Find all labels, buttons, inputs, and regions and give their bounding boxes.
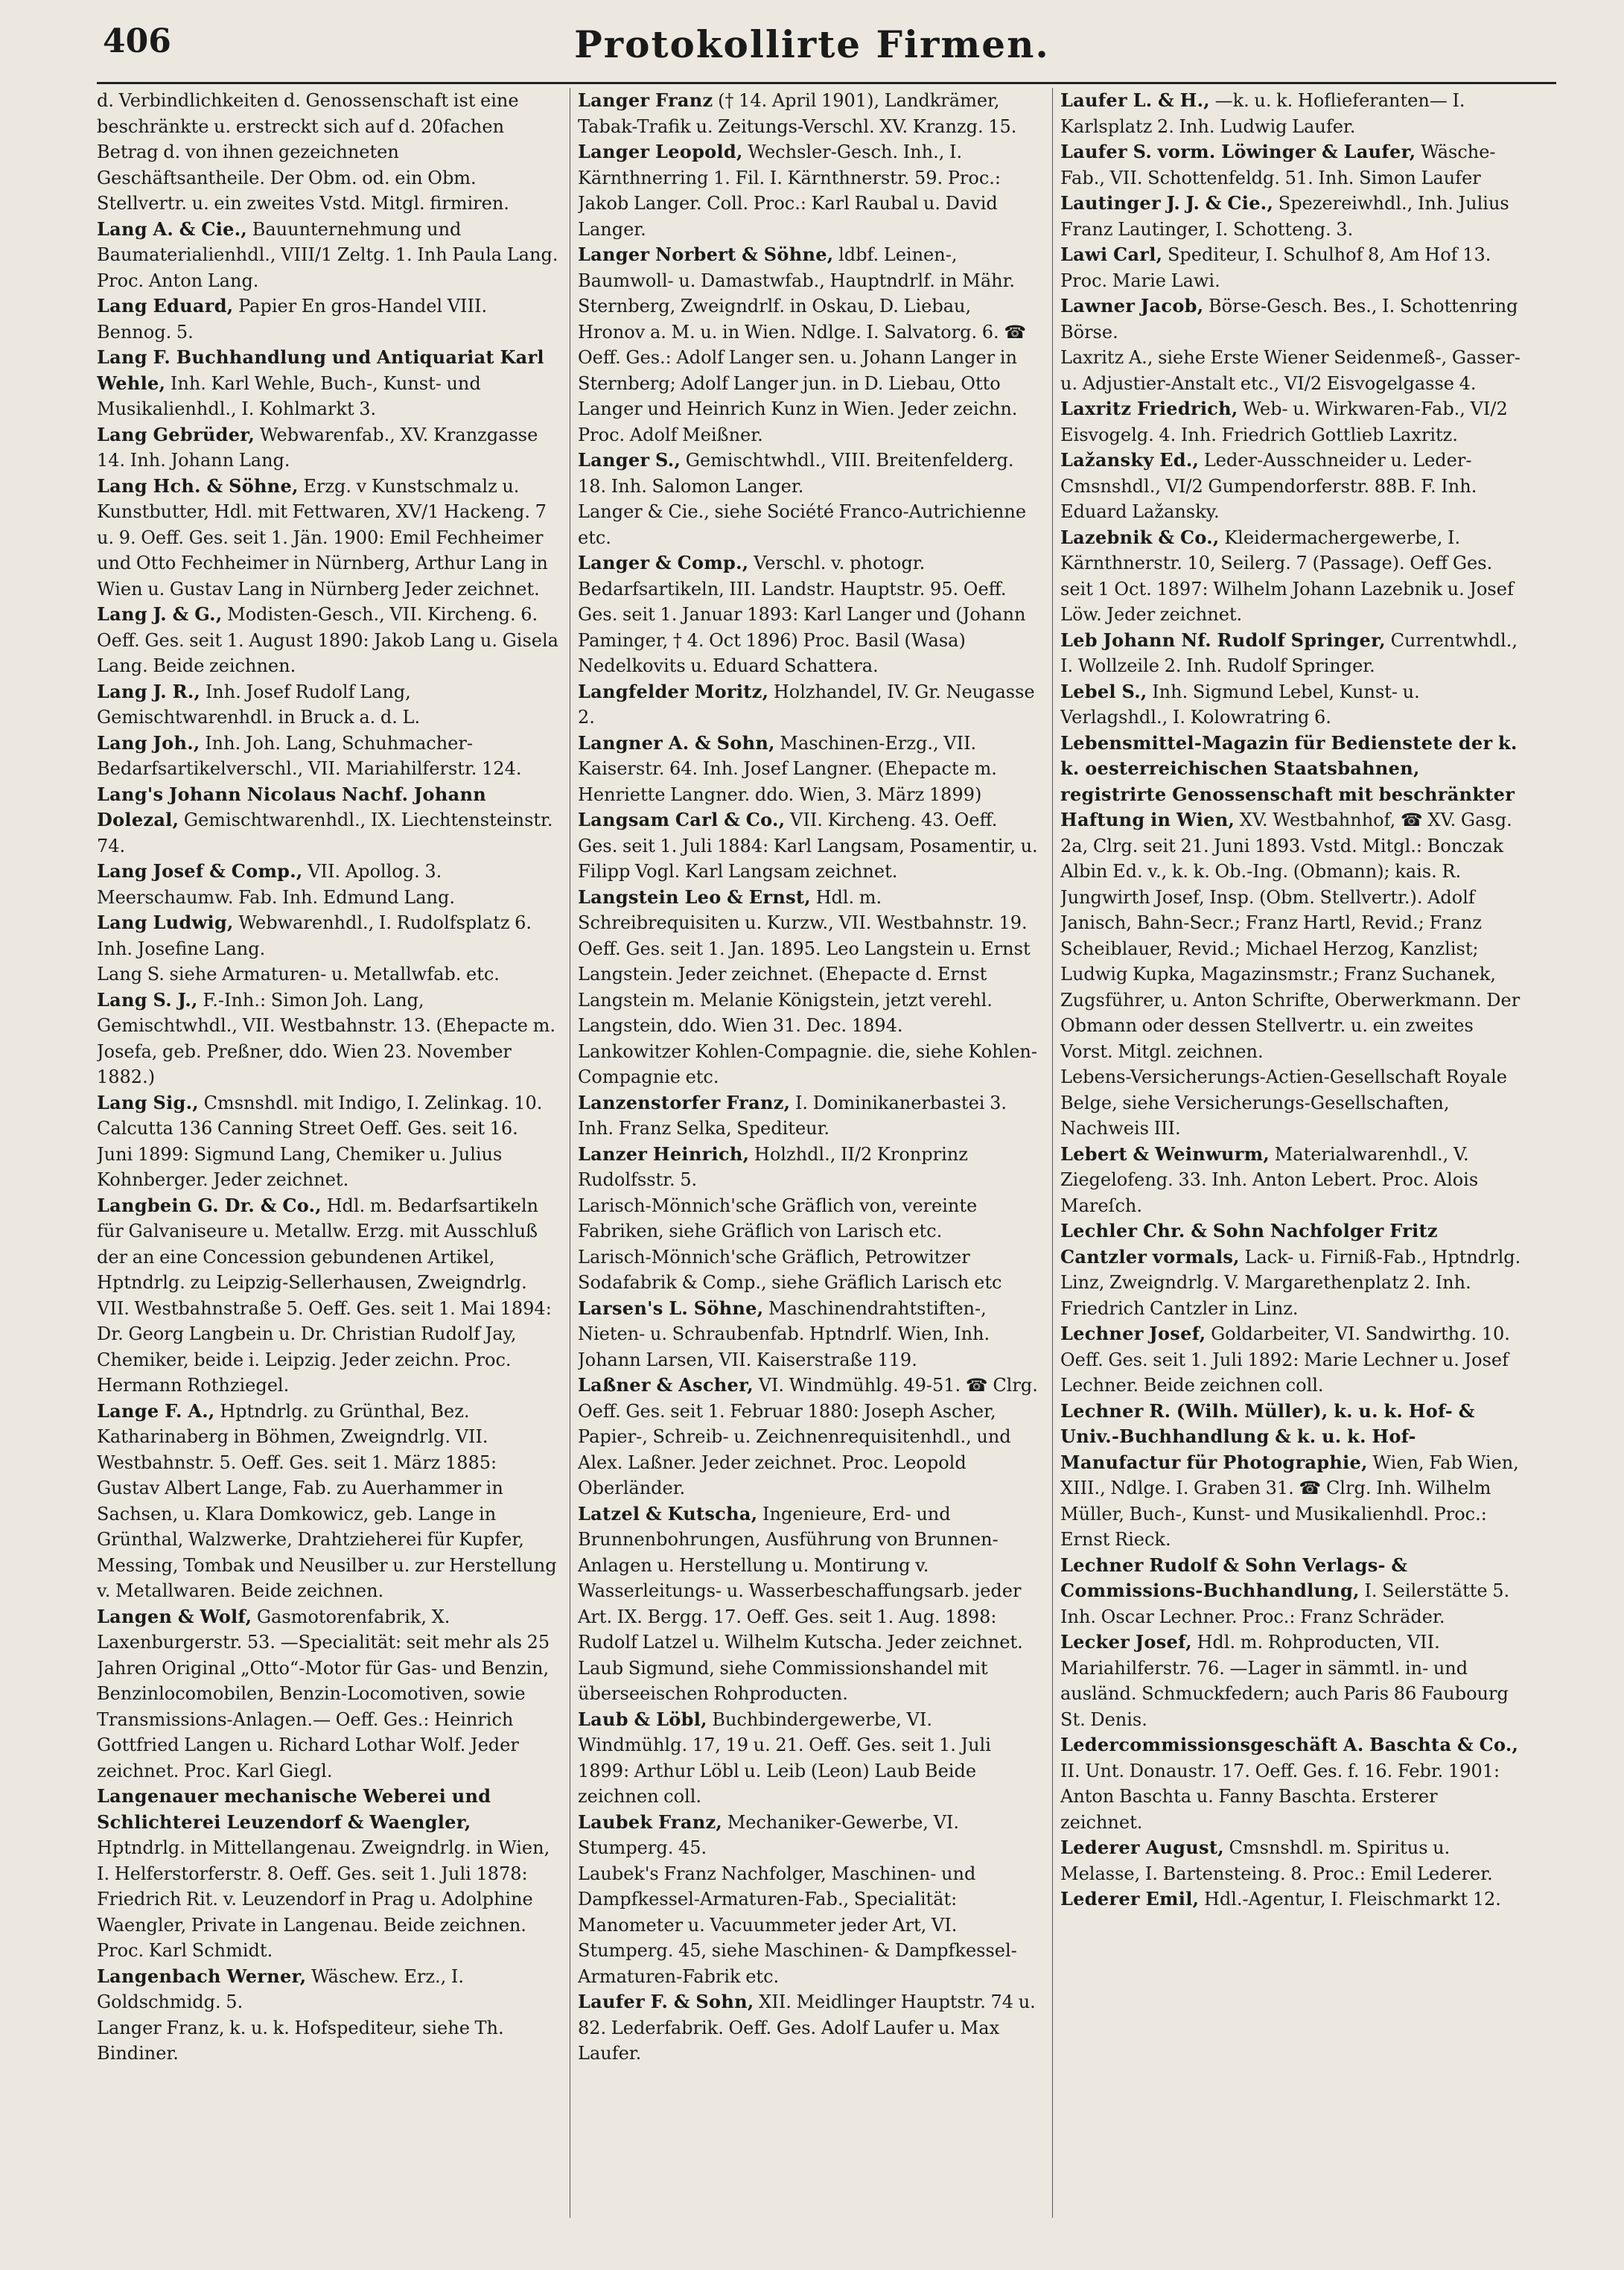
firm-entry (578, 1193, 1039, 1244)
firm-entry (97, 1604, 558, 1784)
firm-entry (578, 1501, 1039, 1656)
firm-details: XV. Westbahnhof, ☎ XV. Gasg. 2a, Clrg. seit 21. Juni 1893. Vstd. Mitgl.: Bonczak Albin Ed. v., k. k. Ob.-Ing. (Obmann); kais. R. Jungwirth Josef, Insp. (Obm. Stellvertr.). Adolf Janisch, Bahn-Secr.; Franz Hartl, Revid.; Franz Scheiblauer, Revid.; Michael Herzog, Kanzlist; Ludwig Kupka, Magazinsmstr.; Franz Suchanek, Zugsführer, u. Anton Schrifte, Oberwerkmann. Der Obmann oder dessen Stellvertr. u. ein zweites Vorst. Mitgl. zeichnen. (1060, 810, 1520, 1062)
firm-entry (578, 242, 1039, 448)
firm-name: Lechler Chr. & Sohn Nachfolger Fritz Cantzler vormals, (1060, 1220, 1438, 1268)
firm-details: Spediteur, I. Schulhof 8, Am Hof 13. Proc. Marie Lawi. (1060, 244, 1491, 291)
firm-name: Ledercommissionsgeschäft A. Baschta & Co., (1060, 1734, 1519, 1755)
firm-name: Lechner Josef, (1060, 1323, 1206, 1344)
firm-details: Wechsler-Gesch. Inh., I. Kärnthnerring 1. Fil. I. Kärnthnerstr. 59. Proc.: Jakob Langer. Coll. Proc.: Karl Raubal u. David Langer. (578, 142, 1002, 240)
firm-entry (578, 1142, 1039, 1193)
firm-entry (578, 1989, 1039, 2067)
firm-details: Spezereiwhdl., Inh. Julius Franz Lautinger, I. Schotteng. 3. (1060, 193, 1509, 240)
firm-entry (578, 1656, 1039, 1707)
firm-details: Gasmotorenfabrik, X. Laxenburgerstr. 53. —Specialität: seit mehr als 25 Jahren Original „Otto“-Motor für Gas- und Benzin, Benzinlocomobilen, Benzin-Locomotiven, sowie Transmissions-Anlagen.— Oeff. Ges.: Heinrich Gottfried Langen u. Richard Lothar Wolf. Jeder zeichnet. Proc. Karl Giegl. (97, 1606, 550, 1781)
firm-details: F.-Inh.: Simon Joh. Lang, Gemischtwhdl., VII. Westbahnstr. 13. (Ehepacte m. Josefa, geb. Preßner, ddo. Wien 23. November 1882.) (97, 989, 555, 1087)
firm-entry (1060, 1630, 1522, 1732)
firm-name: Langer Norbert & Söhne, (578, 244, 834, 265)
firm-details: Inh. Josef Rudolf Lang, Gemischtwarenhdl. in Bruck a. d. L. (97, 681, 421, 728)
column-1 (97, 88, 558, 2240)
firm-entry (97, 782, 558, 859)
firm-entry (1060, 396, 1522, 448)
firm-entry (97, 679, 558, 731)
firm-entry (578, 807, 1039, 885)
firm-details: Inh. Sigmund Lebel, Kunst- u. Verlagshdl., I. Kolowratring 6. (1060, 681, 1420, 728)
firm-name: Langbein G. Dr. & Co., (97, 1194, 322, 1216)
firm-name: Laßner & Ascher, (578, 1374, 754, 1396)
firm-entry (1060, 1399, 1522, 1553)
page-number: 406 (103, 22, 171, 60)
firm-details: Webwarenhdl., I. Rudolfsplatz 6. Inh. Josefine Lang. (97, 912, 532, 959)
firm-name: Lang Eduard, (97, 295, 234, 317)
firm-details: Lang S. siehe Armaturen- u. Metallwfab. etc. (97, 964, 500, 985)
firm-entry (97, 1964, 558, 2015)
firm-name: Langner A. & Sohn, (578, 731, 775, 754)
firm-entry (578, 499, 1039, 550)
firm-entry (1060, 628, 1522, 679)
firm-details: ldbf. Leinen-, Baumwoll- u. Damastwfab., Hauptndrlf. in Mähr. Sternberg, Zweigndrlf. in Oskau, D. Liebau, Hronov a. M. u. in Wien. Ndlge. I. Salvatorg. 6. ☎ Oeff. Ges.: Adolf Langer sen. u. Johann Langer in Sternberg; Adolf Langer jun. in D. Liebau, Otto Langer und Heinrich Kunz in Wien. Jeder zeichn. Proc. Adolf Meißner. (578, 244, 1027, 445)
firm-entry (1060, 448, 1522, 525)
firm-entry (1060, 1064, 1522, 1142)
firm-details: Maschinendrahtstiften-, Nieten- u. Schraubenfab. Hptndrlf. Wien, Inh. Johann Larsen, VII. Kaiserstraße 119. (578, 1297, 990, 1370)
firm-details: Hdl.-Agentur, I. Fleischmarkt 12. (1203, 1889, 1501, 1910)
firm-details: Buchbindergewerbe, VI. Windmühlg. 17, 19 u. 21. Oeff. Ges. seit 1. Juli 1899: Arthur Löbl u. Leib (Leon) Laub Beide zeichnen coll. (578, 1708, 991, 1807)
firm-details: Larisch-Mönnich'sche Gräflich, Petrowitzer Sodafabrik & Comp., siehe Gräflich Larisch etc (578, 1246, 1002, 1293)
firm-entry (97, 961, 558, 988)
firm-entry (97, 1784, 558, 1964)
firm-entry (1060, 345, 1522, 396)
firm-name: Lanzenstorfer Franz, (578, 1091, 791, 1113)
firm-entry (97, 910, 558, 961)
firm-entry (578, 1861, 1039, 1990)
firm-name: Laufer F. & Sohn, (578, 1991, 754, 2012)
firm-entry (1060, 1886, 1522, 1913)
firm-details: Ingenieure, Erd- und Brunnenbohrungen, Ausführung von Brunnen-Anlagen u. Herstellung u. Montirung v. Wasserleitungs- u. Wasserbeschaffungsarb. jeder Art. IX. Bergg. 17. Oeff. Ges. seit 1. Aug. 1898: Rudolf Latzel u. Wilhelm Kutscha. Jeder zeichnet. (578, 1503, 1023, 1653)
firm-name: Lang Sig., (97, 1091, 199, 1113)
firm-entry (97, 731, 558, 782)
firm-details: Wien, Fab Wien, XIII., Ndlge. I. Graben 31. ☎ Clrg. Inh. Wilhelm Müller, Buch-, Kunst- und Musikalienhdl. Proc.: Ernst Rieck. (1060, 1452, 1519, 1550)
firm-name: Lebel S., (1060, 680, 1147, 702)
firm-name: Lang J. R., (97, 680, 201, 702)
firm-name: Langstein Leo & Ernst, (578, 886, 811, 908)
header-rule (97, 82, 1556, 84)
firm-details: Web- u. Wirkwaren-Fab., VI/2 Eisvogelg. 4. Inh. Friedrich Gottlieb Laxritz. (1060, 398, 1508, 445)
firm-entry (578, 1039, 1039, 1090)
firm-details: VII. Apollog. 3. Meerschaumw. Fab. Inh. Edmund Lang. (97, 861, 455, 908)
firm-entry (578, 679, 1039, 731)
firm-details: Holzhdl., II/2 Kronprinz Rudolfsstr. 5. (578, 1143, 968, 1190)
firm-details: Laxritz A., siehe Erste Wiener Seidenmeß-, Gasser- u. Adjustier-Anstalt etc., VI/2 Eisvogelgasse 4. (1060, 347, 1520, 394)
firm-entry (578, 731, 1039, 808)
firm-details: I. Dominikanerbastei 3. Inh. Franz Selka, Spediteur. (578, 1092, 1007, 1139)
firm-name: Lang Ludwig, (97, 912, 234, 933)
firm-entry (578, 1373, 1039, 1501)
firm-name: Lang Joh., (97, 731, 200, 754)
firm-entry (1060, 1218, 1522, 1321)
firm-entry (578, 88, 1039, 139)
firm-entry (578, 885, 1039, 1039)
firm-details: Leder-Ausschneider u. Leder-Cmsnshdl., VI/2 Gumpendorferstr. 88B. F. Inh. Eduard Lažansky. (1060, 450, 1477, 522)
firm-entry (97, 1399, 558, 1604)
firm-details: Papier En gros-Handel VIII. Bennog. 5. (97, 296, 488, 343)
firm-name: Lechner R. (Wilh. Müller), k. u. k. Hof- & Univ.-Buchhandlung & k. u. k. Hof-Manufactur für Photographie, (1060, 1399, 1475, 1473)
firm-name: Langfelder Moritz, (578, 680, 769, 702)
firm-entry (1060, 525, 1522, 628)
column-3 (1060, 88, 1522, 2240)
firm-details: II. Unt. Donaustr. 17. Oeff. Ges. f. 16. Febr. 1901: Anton Baschta u. Fanny Baschta. Ersterer zeichnet. (1060, 1760, 1500, 1833)
firm-entry (1060, 731, 1522, 1065)
firm-details: Langer Franz, k. u. k. Hofspediteur, siehe Th. Bindiner. (97, 2017, 504, 2064)
firm-entry (1060, 1321, 1522, 1399)
firm-entry (97, 859, 558, 910)
firm-name: Lazebnik & Co., (1060, 526, 1220, 548)
firm-name: Laufer L. & H., (1060, 89, 1210, 111)
firm-entry (97, 422, 558, 474)
firm-entry (97, 293, 558, 345)
firm-entry (1060, 191, 1522, 242)
firm-name: Langer S., (578, 449, 681, 471)
firm-entry (578, 139, 1039, 242)
firm-entry (1060, 88, 1522, 139)
firm-details: Verschl. v. photogr. Bedarfsartikeln, III. Landstr. Hauptstr. 95. Oeff. Ges. seit 1. Januar 1893: Karl Langer und (Johann Paminger, † 4. Oct 1896) Proc. Basil (Wasa) Nedelkovits u. Eduard Schattera. (578, 553, 1026, 676)
firm-entry (97, 88, 558, 217)
firm-details: Currentwhdl., I. Wollzeile 2. Inh. Rudolf Springer. (1060, 629, 1518, 676)
firm-details: Webwarenfab., XV. Kranzgasse 14. Inh. Johann Lang. (97, 424, 538, 471)
firm-details: Laubek's Franz Nachfolger, Maschinen- und Dampfkessel-Armaturen-Fab., Specialität: Manometer u. Vacuummeter jeder Art, VI. Stumperg. 45, siehe Maschinen- & Dampfkessel-Armaturen-Fabrik etc. (578, 1863, 1017, 1987)
firm-details: —k. u. k. Hoflieferanten— I. Karlsplatz 2. Inh. Ludwig Laufer. (1060, 90, 1465, 137)
firm-details: XII. Meidlinger Hauptstr. 74 u. 82. Lederfabrik. Oeff. Ges. Adolf Laufer u. Max Laufer. (578, 1991, 1036, 2064)
firm-details: d. Verbindlichkeiten d. Genossenschaft ist eine beschränkte u. erstreckt sich auf d. 20fachen Betrag d. von ihnen gezeichneten Geschäftsantheile. Der Obm. od. ein Obm. Stellvertr. u. ein zweites Vstd. Mitgl. firmiren. (97, 90, 519, 214)
firm-details: Lankowitzer Kohlen-Compagnie. die, siehe Kohlen-Compagnie etc. (578, 1040, 1037, 1087)
firm-details: († 14. April 1901), Landkrämer, Tabak-Trafik u. Zeitungs-Verschl. XV. Kranzg. 15. (578, 90, 1017, 137)
firm-entry (1060, 242, 1522, 293)
firm-details: Modisten-Gesch., VII. Kircheng. 6. Oeff. Ges. seit 1. August 1890: Jakob Lang u. Gisela Lang. Beide zeichnen. (97, 604, 558, 676)
firm-details: Goldarbeiter, VI. Sandwirthg. 10. Oeff. Ges. seit 1. Juli 1892: Marie Lechner u. Josef Lechner. Beide zeichnen coll. (1060, 1323, 1510, 1396)
firm-entry (97, 1193, 558, 1399)
firm-entry (578, 1090, 1039, 1142)
firm-entry (578, 448, 1039, 499)
firm-details: Langer & Cie., siehe Société Franco-Autrichienne etc. (578, 501, 1027, 548)
firm-name: Langer & Comp., (578, 552, 749, 573)
firm-name: Lechner Rudolf & Sohn Verlags- & Commissions-Buchhandlung, (1060, 1554, 1408, 1601)
firm-entry (1060, 679, 1522, 731)
firm-name: Langer Leopold, (578, 141, 743, 162)
firm-details: Inh. Joh. Lang, Schuhmacher-Bedarfsartikelverschl., VII. Mariahilferstr. 124. (97, 732, 522, 779)
firm-details: Mechaniker-Gewerbe, VI. Stumperg. 45. (578, 1811, 960, 1858)
firm-entry (97, 474, 558, 603)
running-head: Protokollirte Firmen. (574, 22, 1050, 66)
firm-details: Bauunternehmung und Baumaterialienhdl., VIII/1 Zeltg. 1. Inh Paula Lang. Proc. Anton Lang. (97, 218, 558, 291)
firm-name: Lawner Jacob, (1060, 295, 1204, 317)
firm-name: Lang Gebrüder, (97, 423, 255, 445)
firm-details: Wäschew. Erz., I. Goldschmidg. 5. (97, 1965, 464, 2012)
firm-details: Larisch-Mönnich'sche Gräflich von, vereinte Fabriken, siehe Gräflich von Larisch etc. (578, 1195, 978, 1241)
firm-details: I. Seilerstätte 5. Inh. Oscar Lechner. Proc.: Franz Schräder. (1060, 1580, 1510, 1627)
firm-details: Holzhandel, IV. Gr. Neugasse 2. (578, 681, 1035, 728)
firm-details: Gemischtwhdl., VIII. Breitenfelderg. 18. Inh. Salomon Langer. (578, 450, 1014, 497)
firm-details: VI. Windmühlg. 49-51. ☎ Clrg. Oeff. Ges. seit 1. Februar 1880: Joseph Ascher, Papier-, Schreib- u. Zeichnenrequisitenhdl., und Alex. Laßner. Jeder zeichnet. Proc. Leopold Oberländer. (578, 1375, 1038, 1498)
firm-entry (97, 602, 558, 679)
firm-name: Laxritz Friedrich, (1060, 398, 1238, 419)
firm-name: Lang A. & Cie., (97, 217, 248, 240)
firm-name: Larsen's L. Söhne, (578, 1297, 764, 1319)
firm-entry (1060, 139, 1522, 191)
firm-name: Lederer Emil, (1060, 1888, 1200, 1910)
firm-details: Lebens-Versicherungs-Actien-Gesellschaft Royale Belge, siehe Versicherungs-Gesellschaften, Nachweis III. (1060, 1066, 1507, 1139)
firm-details: Erzg. v Kunstschmalz u. Kunstbutter, Hdl. mit Fettwaren, XV/1 Hackeng. 7 u. 9. Oeff. Ges. seit 1. Jän. 1900: Emil Fechheimer und Otto Fechheimer in Nürnberg, Arthur Lang in Wien u. Gustav Lang in Nürnberg Jeder zeichnet. (97, 475, 548, 600)
firm-name: Lang Josef & Comp., (97, 860, 303, 882)
firm-name: Lederer August, (1060, 1837, 1224, 1858)
firm-name: Lang J. & G., (97, 603, 223, 625)
firm-entry (97, 2015, 558, 2067)
firm-entry (1060, 1142, 1522, 1219)
firm-details: Hptndrlg. in Mittellangenau. Zweigndrlg. in Wien, I. Helferstorferstr. 8. Oeff. Ges. seit 1. Juli 1878: Friedrich Rit. v. Leuzendorf in Prag u. Adolphine Waengler, Private in Langenau. Beide zeichnen. Proc. Karl Schmidt. (97, 1837, 550, 1961)
firm-details: Cmsnshdl. m. Spiritus u. Melasse, I. Bartensteing. 8. Proc.: Emil Lederer. (1060, 1837, 1493, 1884)
firm-details: Maschinen-Erzg., VII. Kaiserstr. 64. Inh. Josef Langner. (Ehepacte m. Henriette Langner. ddo. Wien, 3. März 1899) (578, 732, 997, 805)
firm-details: Gemischtwarenhdl., IX. Liechtensteinstr. 74. (97, 810, 553, 856)
firm-details: Lack- u. Firniß-Fab., Hptndrlg. Linz, Zweigndrlg. V. Margarethenplatz 2. Inh. Friedrich Cantzler in Linz. (1060, 1246, 1521, 1319)
firm-entry (1060, 293, 1522, 345)
firm-details: Materialwarenhdl., V. Ziegelofeng. 33. Inh. Anton Lebert. Proc. Alois Mareſch. (1060, 1143, 1479, 1216)
firm-entry (578, 1707, 1039, 1810)
firm-name: Lecker Josef, (1060, 1631, 1192, 1653)
column-2 (578, 88, 1039, 2240)
firm-name: Lebert & Weinwurm, (1060, 1142, 1270, 1165)
firm-details: Wäsche-Fab., VII. Schottenfeldg. 51. Inh. Simon Laufer (1060, 142, 1496, 188)
firm-details: Cmsnshdl. mit Indigo, I. Zelinkag. 10. Calcutta 136 Canning Street Oeff. Ges. seit 16. Juni 1899: Sigmund Lang, Chemiker u. Julius Kohnberger. Jeder zeichnet. (97, 1092, 543, 1190)
firm-name: Leb Johann Nf. Rudolf Springer, (1060, 629, 1386, 651)
column-divider (1052, 88, 1053, 2218)
firm-name: Lang S. J., (97, 988, 198, 1011)
firm-name: Lawi Carl, (1060, 244, 1163, 265)
firm-name: Lautinger J. J. & Cie., (1060, 192, 1274, 214)
firm-details: Börse-Gesch. Bes., I. Schottenring Börse. (1060, 296, 1518, 343)
firm-name: Latzel & Kutscha, (578, 1502, 758, 1525)
firm-name: Lebensmittel-Magazin für Bedienstete der k. k. oesterreichischen Staatsbahnen, registrirte Genossenschaft mit beschränkter Haftung in Wien, (1060, 731, 1518, 830)
firm-entry (578, 1296, 1039, 1373)
firm-entry (1060, 1732, 1522, 1835)
firm-entry (1060, 1835, 1522, 1886)
firm-name: Langen & Wolf, (97, 1605, 252, 1627)
firm-name: Langsam Carl & Co., (578, 809, 786, 830)
firm-name: Langenbach Werner, (97, 1965, 307, 1987)
firm-name: Laubek Franz, (578, 1810, 723, 1833)
firm-details: Kleidermachergewerbe, I. Kärnthnerstr. 10, Seilerg. 7 (Passage). Oeff Ges. seit 1 Oct. 1897: Wilhelm Johann Lazebnik u. Josef Löw. Jeder zeichnet. (1060, 527, 1514, 625)
firm-details: Hdl. m. Bedarfsartikeln für Galvaniseure u. Metallw. Erzg. mit Ausschluß der an eine Concession gebundenen Artikel, Hptndrlg. zu Leipzig-Sellerhausen, Zweigndrlg. VII. Westbahnstraße 5. Oeff. Ges. seit 1. Mai 1894: Dr. Georg Langbein u. Dr. Christian Rudolf Jay, Chemiker, beide i. Leipzig. Jeder zeichn. Proc. Hermann Rothziegel. (97, 1195, 552, 1396)
firm-name: Lažansky Ed., (1060, 449, 1200, 471)
firm-details: Hptndrlg. zu Grünthal, Bez. Katharinaberg in Böhmen, Zweigndrlg. VII. Westbahnstr. 5. Oeff. Ges. seit 1. März 1885: Gustav Albert Lange, Fab. zu Auerhammer in Sachsen, u. Klara Domkowicz, geb. Lange in Grünthal, Walzwerke, Drahtzieherei für Kupfer, Messing, Tombak und Neusilber u. zur Herstellung v. Metallwaren. Beide zeichnen. (97, 1400, 557, 1601)
firm-entry (97, 217, 558, 294)
firm-name: Langer Franz (578, 89, 713, 111)
firm-entry (97, 1090, 558, 1193)
firm-entry (578, 1810, 1039, 1861)
firm-details: Hdl. m. Schreibrequisiten u. Kurzw., VII. Westbahnstr. 19. Oeff. Ges. seit 1. Jan. 1895. Leo Langstein u. Ernst Langstein. Jeder zeichnet. (Ehepacte d. Ernst Langstein m. Melanie Königstein, jetzt verehl. Langstein, ddo. Wien 31. Dec. 1894. (578, 886, 1031, 1036)
firm-name: Lanzer Heinrich, (578, 1142, 750, 1165)
firm-entry (578, 1244, 1039, 1296)
firm-name: Lang Hch. & Söhne, (97, 474, 299, 497)
firm-details: VII. Kircheng. 43. Oeff. Ges. seit 1. Juli 1884: Karl Langsam, Posamentir, u. Filipp Vogl. Karl Langsam zeichnet. (578, 810, 1038, 882)
firm-name: Lange F. A., (97, 1399, 215, 1422)
firm-entry (97, 988, 558, 1090)
firm-details: Hdl. m. Rohproducten, VII. Mariahilferstr. 76. —Lager in sämmtl. in- und ausländ. Schmuckfedern; auch Paris 86 Faubourg St. Denis. (1060, 1632, 1509, 1730)
firm-name: Langenauer mechanische Weberei und Schlichterei Leuzendorf & Waengler, (97, 1785, 491, 1833)
firm-name: Lang F. Buchhandlung und Antiquariat Karl Wehle, (97, 346, 544, 394)
firm-name: Laufer S. vorm. Löwinger & Laufer, (1060, 141, 1416, 162)
firm-name: Lang's Johann Nicolaus Nachf. Johann Dolezal, (97, 783, 486, 830)
firm-details: Inh. Karl Wehle, Buch-, Kunst- und Musikalienhdl., I. Kohlmarkt 3. (97, 372, 481, 419)
firm-entry (578, 550, 1039, 679)
firm-name: Laub & Löbl, (578, 1708, 707, 1730)
firm-details: Laub Sigmund, siehe Commissionshandel mit überseeischen Rohproducten. (578, 1657, 988, 1704)
firm-entry (97, 345, 558, 422)
firm-entry (1060, 1553, 1522, 1630)
